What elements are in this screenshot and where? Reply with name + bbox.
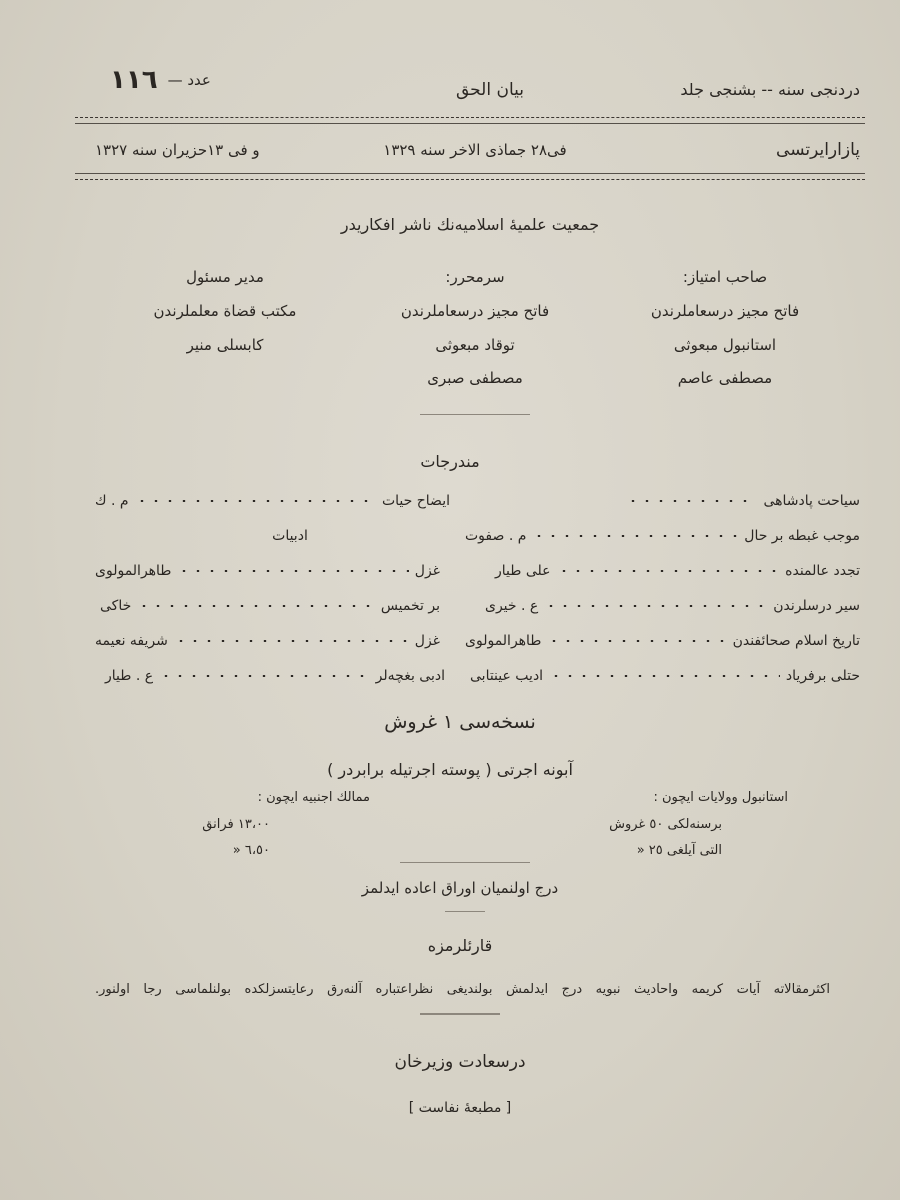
contents-author: م . صفوت — [465, 528, 527, 544]
returns-notice: درج اولنميان اوراق اعاده ايدلمز — [361, 879, 559, 897]
ornamental-rule — [75, 117, 865, 118]
contents-author: طاهرالمولوى — [465, 633, 542, 649]
leader-dots — [626, 500, 757, 502]
foreign-half-year: ٦،٥٠ « — [232, 843, 270, 858]
contents-item — [485, 598, 860, 614]
divider — [75, 123, 865, 124]
contents-item — [105, 668, 445, 684]
staff-owner-name: مصطفى عاصم — [677, 369, 773, 387]
leader-dots — [544, 605, 767, 607]
leader-dots — [177, 570, 408, 572]
readers-notice: اكثرمقالاته آيات كريمه واحاديث نبويه درج ايدلمش بولنديغى نظراعتباره آلنه‌رق رعايتسزلكده بولنلماسى رجا اولنور. — [95, 982, 830, 997]
subtitle: جمعيت علميهٔ اسلاميه‌نك ناشر افكاريدر — [340, 215, 600, 234]
staff-manager-role: مدير مسئول — [186, 268, 264, 286]
staff-editor-line: فاتح مجيز درسعاملرندن — [400, 302, 550, 320]
contents-item — [465, 528, 860, 544]
contents-item — [465, 633, 860, 649]
contents-heading: مندرجات — [420, 452, 480, 471]
divider — [75, 173, 865, 174]
contents-item — [620, 493, 860, 509]
contents-title: بر تخميس — [380, 598, 440, 614]
hijri-date: فى٢٨ جماذى الاخر سنه ١٣٢٩ — [383, 141, 567, 159]
contents-item — [100, 598, 440, 614]
domestic-yearly: برسنه‌لكى ٥٠ غروش — [609, 817, 722, 832]
contents-title: ايضاح حيات — [381, 493, 450, 509]
leader-dots — [547, 640, 726, 642]
contents-title: تجدد عالمنده — [785, 563, 860, 579]
ornament-divider — [400, 862, 530, 863]
leader-dots — [159, 675, 370, 677]
volume-info: دردنجى سنه -- بشنجى جلد — [680, 80, 860, 99]
staff-editor-line: توقاد مبعوثى — [435, 336, 515, 354]
staff-owner-line: فاتح مجيز درسعاملرندن — [650, 302, 800, 320]
contents-item — [95, 493, 450, 509]
staff-owner-role: صاحب امتياز: — [682, 268, 768, 286]
contents-item — [470, 668, 860, 684]
staff-editor-role: سرمحرر: — [445, 268, 505, 286]
ornament-divider — [420, 1013, 500, 1015]
staff-owner-line: استانبول مبعوثى — [673, 336, 777, 354]
staff-editor-name: مصطفى صبرى — [427, 369, 523, 387]
contents-title: موجب غبطه بر حال — [744, 528, 860, 544]
leader-dots — [532, 535, 738, 537]
contents-item — [95, 633, 440, 649]
publication-place: درسعادت وزيرخان — [394, 1052, 526, 1072]
leader-dots — [137, 605, 375, 607]
contents-item — [95, 563, 440, 579]
leader-dots — [549, 675, 780, 677]
contents-author: على طيار — [495, 563, 551, 579]
contents-author: م . ك — [95, 493, 129, 509]
contents-title: غزل — [414, 633, 440, 649]
leader-dots — [557, 570, 780, 572]
rumi-date: و فى ١٣حزيران سنه ١٣٢٧ — [95, 141, 260, 159]
contents-title: تاريخ اسلام صحائفندن — [732, 633, 860, 649]
contents-author: ع . طيار — [105, 668, 154, 684]
contents-item — [495, 563, 860, 579]
domestic-label: استانبول وولايات ايچون : — [653, 790, 788, 805]
contents-title: غزل — [414, 563, 440, 579]
staff-manager-name: كابسلى منير — [186, 336, 264, 354]
contents-title: ادبى بغچه‌لر — [375, 668, 445, 684]
ornamental-rule — [75, 179, 865, 180]
contents-author: طاهرالمولوى — [95, 563, 172, 579]
contents-title: سياحت پادشاهى — [763, 493, 860, 509]
issue-label: عدد — — [167, 71, 211, 89]
contents-author: خاكى — [100, 598, 132, 614]
foreign-label: ممالك اجنبيه ايچون : — [257, 790, 370, 805]
ornament-divider — [445, 911, 485, 912]
contents-title: سير درسلرندن — [773, 598, 860, 614]
contents-title: حتلى برفرياد — [785, 668, 860, 684]
subscription-title: آبونه اجرتى ( پوسته اجرتيله برابردر ) — [327, 760, 573, 779]
contents-author: شريفه نعيمه — [95, 633, 168, 649]
domestic-half-year: التى آيلغى ٢٥ « — [636, 843, 722, 858]
press-name: [ مطبعهٔ نفاست ] — [408, 1100, 512, 1116]
issue-number-value: ١١٦ — [110, 65, 158, 95]
staff-manager-line: مكتب قضاة معلملرندن — [153, 302, 297, 320]
journal-title: بيان الحق — [456, 80, 524, 100]
literature-heading: ادبيات — [272, 528, 308, 544]
issue-number — [110, 65, 211, 95]
leader-dots — [135, 500, 376, 502]
ornament-divider — [420, 414, 530, 415]
leader-dots — [174, 640, 409, 642]
foreign-yearly: ١٣،٠٠ فرانق — [202, 817, 270, 832]
weekday: پازارايرتسى — [776, 140, 860, 160]
single-copy-price: نسخه‌سى ١ غروش — [384, 711, 536, 733]
readers-heading: قارئلرمزه — [427, 936, 493, 955]
contents-author: ع . خيرى — [485, 598, 539, 614]
contents-author: اديب عينتابى — [470, 668, 544, 684]
